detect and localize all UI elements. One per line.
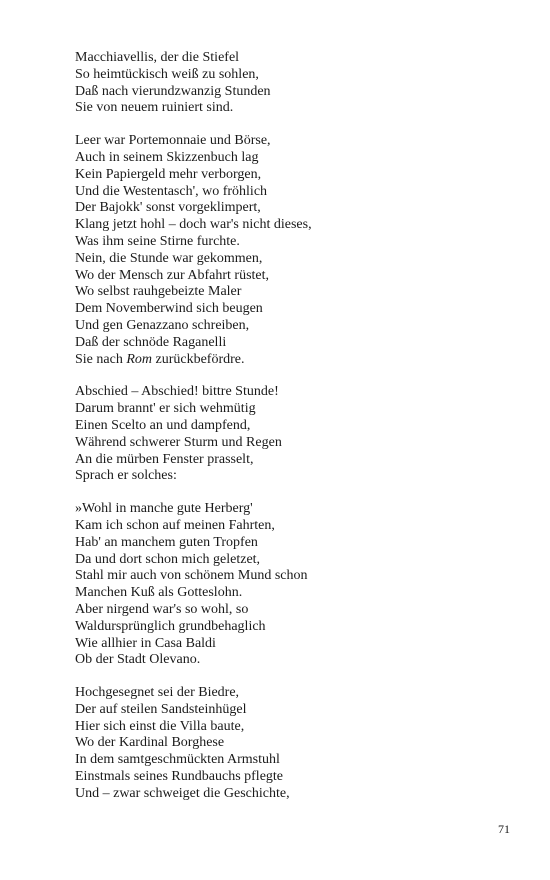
verse-line: Da und dort schon mich geletzet,	[75, 551, 261, 567]
verse-line: Wo selbst rauhgebeizte Maler	[75, 284, 242, 300]
verse-line-text: Sie nach	[75, 351, 127, 367]
stanza	[75, 133, 515, 368]
page-number: 71	[498, 822, 510, 836]
verse-line: Wo der Kardinal Borghese	[75, 735, 225, 751]
verse-line: Daß der schnöde Raganelli	[75, 334, 227, 350]
verse-line: »Wohl in manche gute Herberg'	[75, 501, 253, 517]
verse-line: Auch in seinem Skizzenbuch lag	[75, 149, 259, 165]
verse-line: Waldursprünglich grundbehaglich	[75, 618, 266, 634]
verse-line: Wo der Mensch zur Abfahrt rüstet,	[75, 267, 270, 283]
stanza	[75, 50, 515, 117]
verse-line: Sie von neuem ruiniert sind.	[75, 100, 234, 116]
verse-line: Hier sich einst die Villa baute,	[75, 718, 245, 734]
verse-line: Und gen Genazzano schreiben,	[75, 317, 250, 333]
verse-line: Dem Novemberwind sich beugen	[75, 301, 263, 317]
verse-line: Wie allhier in Casa Baldi	[75, 635, 216, 651]
verse-line: Nein, die Stunde war gekommen,	[75, 250, 263, 266]
verse-line: Einstmals seines Rundbauchs pflegte	[75, 769, 284, 785]
verse-line: Was ihm seine Stirne furchte.	[75, 233, 240, 249]
verse-line: Hochgesegnet sei der Biedre,	[75, 685, 240, 701]
verse-line: Kein Papiergeld mehr verborgen,	[75, 166, 262, 182]
verse-line: Hab' an manchem guten Tropfen	[75, 534, 258, 550]
verse-line: Sprach er solches:	[75, 468, 177, 484]
stanza	[75, 685, 515, 803]
verse-line: Der auf steilen Sandsteinhügel	[75, 701, 247, 717]
verse-line: So heimtückisch weiß zu sohlen,	[75, 66, 259, 82]
verse-line: Abschied – Abschied! bittre Stunde!	[75, 384, 279, 400]
verse-line-text: zurückbefördre.	[152, 351, 245, 367]
verse-line: Darum brannt' er sich wehmütig	[75, 401, 256, 417]
verse-line: In dem samtgeschmückten Armstuhl	[75, 752, 280, 768]
stanza	[75, 501, 515, 669]
italic-place-name: Rom	[126, 351, 152, 367]
verse-line: Während schwerer Sturm und Regen	[75, 434, 282, 450]
verse-line: An die mürben Fenster prasselt,	[75, 451, 254, 467]
verse-line: Und die Westentasch', wo fröhlich	[75, 183, 268, 199]
verse-line: Macchiavellis, der die Stiefel	[75, 50, 240, 65]
poem-text	[75, 50, 515, 819]
verse-line: Daß nach vierundzwanzig Stunden	[75, 83, 271, 99]
verse-line: Manchen Kuß als Gotteslohn.	[75, 585, 243, 601]
verse-line: Kam ich schon auf meinen Fahrten,	[75, 517, 275, 533]
verse-line: Ob der Stadt Olevano.	[75, 652, 201, 668]
verse-line	[75, 352, 515, 369]
verse-line: Klang jetzt hohl – doch war's nicht dieses,	[75, 217, 312, 233]
verse-line: Stahl mir auch von schönem Mund schon	[75, 568, 308, 584]
verse-line: Und – zwar schweiget die Geschichte,	[75, 785, 290, 801]
verse-line: Einen Scelto an und dampfend,	[75, 417, 251, 433]
verse-line: Der Bajokk' sonst vorgeklimpert,	[75, 200, 261, 216]
verse-line: Aber nirgend war's so wohl, so	[75, 601, 249, 617]
stanza	[75, 384, 515, 485]
verse-line: Leer war Portemonnaie und Börse,	[75, 133, 271, 149]
